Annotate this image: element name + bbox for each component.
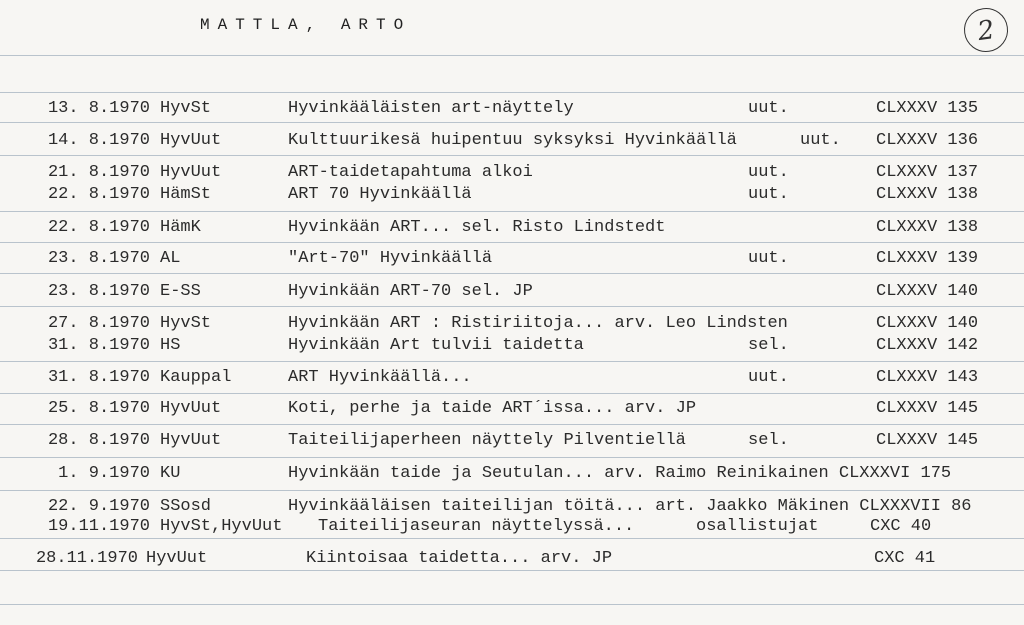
entry-source: HyvUut	[160, 399, 222, 418]
list-item	[0, 162, 1024, 184]
entry-reference: CLXXXV 139	[876, 249, 979, 268]
ruled-line	[0, 92, 1024, 93]
entry-reference: CLXXXV 135	[876, 99, 979, 118]
list-item	[0, 184, 1024, 206]
list-item	[0, 516, 1024, 538]
ruled-line	[0, 122, 1024, 123]
entry-source: E-SS	[160, 282, 201, 301]
entry-source: HämSt	[160, 185, 212, 204]
entry-reference: CLXXXV 138	[876, 218, 979, 237]
list-item	[0, 463, 1024, 485]
entry-reference: CLXXXV 145	[876, 399, 979, 418]
entry-source: SSosd	[160, 497, 212, 516]
entry-date: 21. 8.1970	[47, 163, 150, 182]
card-header-name: MATTLA, ARTO	[200, 16, 412, 34]
entry-date: 1. 9.1970	[58, 464, 150, 483]
entry-title: Hyvinkään taide ja Seutulan... arv. Raimo Reinikainen CLXXXVI 175	[288, 464, 952, 483]
entry-date: 23. 8.1970	[47, 282, 150, 301]
list-item	[0, 367, 1024, 389]
ruled-line	[0, 155, 1024, 156]
entry-note: uut.	[748, 163, 789, 182]
entry-date: 31. 8.1970	[47, 336, 150, 355]
list-item	[0, 496, 1024, 518]
entry-note: uut.	[748, 185, 789, 204]
entry-title: Koti, perhe ja taide ART´issa... arv. JP	[288, 399, 697, 418]
entry-note: sel.	[748, 336, 789, 355]
entry-date: 22. 8.1970	[47, 185, 150, 204]
entry-note: sel.	[748, 431, 789, 450]
entry-reference: CXC 40	[870, 517, 932, 536]
entry-source: HyvUut	[160, 431, 222, 450]
entry-reference: CLXXXV 137	[876, 163, 979, 182]
entry-date: 27. 8.1970	[47, 314, 150, 333]
entry-title: Hyvinkään ART : Ristiriitoja... arv. Leo Lindsten	[288, 314, 788, 333]
ruled-line	[0, 211, 1024, 212]
entry-date: 19.11.1970	[47, 517, 150, 536]
list-item	[0, 217, 1024, 239]
entry-date: 23. 8.1970	[47, 249, 150, 268]
list-item	[0, 281, 1024, 303]
entry-note: uut.	[748, 368, 789, 387]
list-item	[0, 313, 1024, 335]
ruled-line	[0, 490, 1024, 491]
entry-source: KU	[160, 464, 181, 483]
entry-title: Hyvinkään ART... sel. Risto Lindstedt	[288, 218, 666, 237]
entry-date: 22. 9.1970	[47, 497, 150, 516]
entry-source: Kauppal	[160, 368, 232, 387]
entry-source: HyvSt	[160, 99, 212, 118]
entry-date: 28.11.1970	[35, 549, 138, 568]
list-item	[0, 335, 1024, 357]
entry-date: 25. 8.1970	[47, 399, 150, 418]
entry-reference: CLXXXV 140	[876, 282, 979, 301]
entry-title: Hyvinkääläisen taiteilijan töitä... art. Jaakko Mäkinen CLXXXVII 86	[288, 497, 972, 516]
entry-reference: CLXXXV 143	[876, 368, 979, 387]
entry-title: ART-taidetapahtuma alkoi	[288, 163, 533, 182]
ruled-line	[0, 424, 1024, 425]
entry-source: HämK	[160, 218, 201, 237]
entry-title: Hyvinkään ART-70 sel. JP	[288, 282, 533, 301]
list-item	[0, 430, 1024, 452]
entry-source: HS	[160, 336, 181, 355]
entry-reference: CXC 41	[874, 549, 936, 568]
list-item	[0, 130, 1024, 152]
entry-source: HyvSt,HyvUut	[160, 517, 283, 536]
ruled-line	[0, 306, 1024, 307]
ruled-line	[0, 393, 1024, 394]
entry-reference: CLXXXV 140	[876, 314, 979, 333]
page-number: 2	[961, 5, 1011, 55]
entry-date: 13. 8.1970	[47, 99, 150, 118]
entry-note: uut.	[748, 249, 789, 268]
entry-title: ART 70 Hyvinkäällä	[288, 185, 472, 204]
entry-reference: CLXXXV 145	[876, 431, 979, 450]
entry-title: Kulttuurikesä huipentuu syksyksi Hyvinkäällä	[288, 131, 737, 150]
entry-title: "Art-70" Hyvinkäällä	[288, 249, 493, 268]
entry-source: AL	[160, 249, 181, 268]
ruled-line	[0, 538, 1024, 539]
entry-date: 22. 8.1970	[47, 218, 150, 237]
ruled-line	[0, 361, 1024, 362]
entry-title: ART Hyvinkäällä...	[288, 368, 472, 387]
entry-note: osallistujat	[696, 517, 819, 536]
list-item	[0, 248, 1024, 270]
entry-reference: CLXXXV 138	[876, 185, 979, 204]
entry-title: Hyvinkääläisten art-näyttely	[288, 99, 574, 118]
entry-title: Hyvinkään Art tulvii taidetta	[288, 336, 584, 355]
ruled-line	[0, 55, 1024, 56]
entry-title: Taiteilijaperheen näyttely Pilventiellä	[288, 431, 686, 450]
entry-source: HyvSt	[160, 314, 212, 333]
entry-date: 28. 8.1970	[47, 431, 150, 450]
entry-source: HyvUut	[160, 163, 222, 182]
entry-reference: CLXXXV 136	[876, 131, 979, 150]
entry-date: 14. 8.1970	[47, 131, 150, 150]
list-item	[0, 98, 1024, 120]
entry-title: Kiintoisaa taidetta... arv. JP	[306, 549, 613, 568]
entry-source: HyvUut	[146, 549, 208, 568]
list-item	[0, 398, 1024, 420]
entry-source: HyvUut	[160, 131, 222, 150]
entry-reference: CLXXXV 142	[876, 336, 979, 355]
ruled-line	[0, 242, 1024, 243]
ruled-line	[0, 604, 1024, 605]
ruled-line	[0, 273, 1024, 274]
list-item	[0, 548, 1024, 570]
entry-date: 31. 8.1970	[47, 368, 150, 387]
entry-title: Taiteilijaseuran näyttelyssä...	[318, 517, 635, 536]
ruled-line	[0, 570, 1024, 571]
ruled-line	[0, 457, 1024, 458]
entry-note: uut.	[748, 99, 789, 118]
entry-note: uut.	[800, 131, 841, 150]
